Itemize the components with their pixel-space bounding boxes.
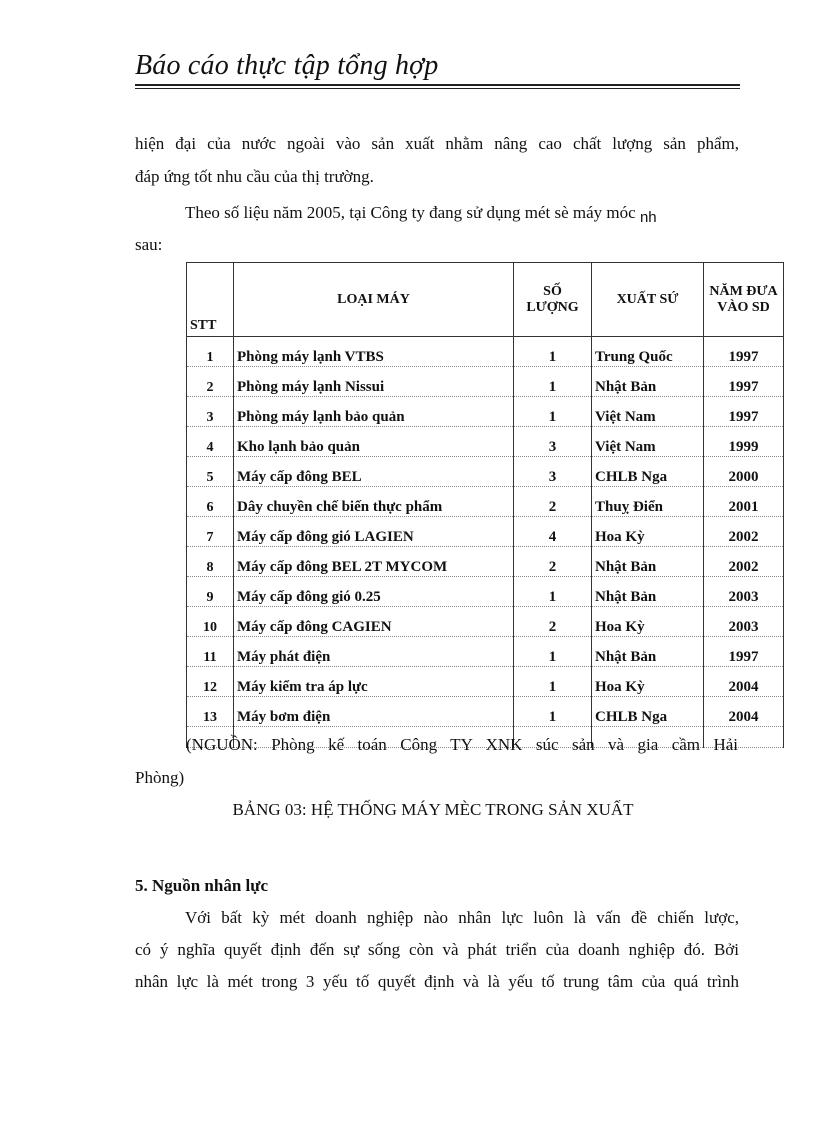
row-so-luong: 3 bbox=[514, 457, 592, 487]
row-nam: 2002 bbox=[704, 517, 784, 547]
row-xuat-su: Việt Nam bbox=[592, 427, 704, 457]
header-stt: STT bbox=[187, 263, 234, 337]
source-note-cont: Phòng) bbox=[135, 768, 185, 787]
row-xuat-su: Hoa Kỳ bbox=[592, 517, 704, 547]
header-nam-dua-vao-sd: NĂM ĐƯA VÀO SD bbox=[704, 263, 784, 337]
row-nam: 1997 bbox=[704, 367, 784, 397]
table-row bbox=[187, 457, 784, 487]
header-rule-thin bbox=[135, 88, 740, 89]
row-xuat-su: Việt Nam bbox=[592, 397, 704, 427]
row-loai-may: Phòng máy lạnh VTBS bbox=[234, 337, 514, 367]
row-nam: 1999 bbox=[704, 427, 784, 457]
header-so-luong: SỐ LƯỢNG bbox=[514, 263, 592, 337]
row-so-luong: 4 bbox=[514, 517, 592, 547]
header-loai-may: LOẠI MÁY bbox=[234, 263, 514, 337]
table-row bbox=[187, 427, 784, 457]
row-stt: 13 bbox=[187, 697, 234, 727]
row-so-luong: 1 bbox=[514, 337, 592, 367]
table-row bbox=[187, 607, 784, 637]
row-loai-may: Máy kiểm tra áp lực bbox=[234, 667, 514, 697]
row-loai-may: Máy cấp đông BEL bbox=[234, 457, 514, 487]
intro-line-4: sau: bbox=[135, 235, 163, 254]
intro-line-3 bbox=[135, 198, 739, 229]
row-nam: 2004 bbox=[704, 697, 784, 727]
row-stt: 2 bbox=[187, 367, 234, 397]
row-so-luong: 1 bbox=[514, 697, 592, 727]
row-so-luong: 3 bbox=[514, 427, 592, 457]
header-rule bbox=[135, 84, 740, 86]
row-so-luong: 2 bbox=[514, 547, 592, 577]
table-row bbox=[187, 577, 784, 607]
row-stt: 12 bbox=[187, 667, 234, 697]
row-stt: 9 bbox=[187, 577, 234, 607]
row-nam: 1997 bbox=[704, 637, 784, 667]
row-stt: 6 bbox=[187, 487, 234, 517]
row-stt: 3 bbox=[187, 397, 234, 427]
row-nam: 1997 bbox=[704, 337, 784, 367]
intro-line-3-text: Theo số liệu năm 2005, tại Công ty đang sử dụng mét sè máy móc bbox=[185, 203, 636, 222]
row-xuat-su: Trung Quốc bbox=[592, 337, 704, 367]
table-row bbox=[187, 337, 784, 367]
section-heading: 5. Nguồn nhân lực bbox=[135, 876, 269, 895]
row-loai-may: Phòng máy lạnh Nissui bbox=[234, 367, 514, 397]
row-stt: 7 bbox=[187, 517, 234, 547]
row-so-luong: 1 bbox=[514, 637, 592, 667]
table-row bbox=[187, 517, 784, 547]
row-nam: 2003 bbox=[704, 577, 784, 607]
row-stt: 8 bbox=[187, 547, 234, 577]
row-nam: 2004 bbox=[704, 667, 784, 697]
section-line-2: có ý nghĩa quyết định đến sự sống còn và phát triển của doanh nghiệp đó. Bởi bbox=[135, 940, 739, 959]
intro-line-3-suffix: nh bbox=[639, 209, 657, 226]
row-so-luong: 1 bbox=[514, 577, 592, 607]
table-row bbox=[187, 667, 784, 697]
row-loai-may: Kho lạnh bảo quản bbox=[234, 427, 514, 457]
table-row bbox=[187, 397, 784, 427]
row-xuat-su: CHLB Nga bbox=[592, 457, 704, 487]
row-stt: 4 bbox=[187, 427, 234, 457]
row-stt: 1 bbox=[187, 337, 234, 367]
row-nam: 2001 bbox=[704, 487, 784, 517]
row-nam: 2002 bbox=[704, 547, 784, 577]
section-line-1: Với bất kỳ mét doanh nghiệp nào nhân lực luôn là vấn đề chiến lược, bbox=[185, 908, 739, 927]
row-xuat-su: Nhật Bản bbox=[592, 637, 704, 667]
table-row bbox=[187, 547, 784, 577]
row-xuat-su: Nhật Bản bbox=[592, 577, 704, 607]
table-caption: BẢNG 03: HỆ THỐNG MÁY MÈC TRONG SẢN XUẤT bbox=[232, 800, 634, 819]
row-xuat-su: Nhật Bản bbox=[592, 547, 704, 577]
row-loai-may: Máy phát điện bbox=[234, 637, 514, 667]
row-loai-may: Máy cấp đông BEL 2T MYCOM bbox=[234, 547, 514, 577]
table-row bbox=[187, 367, 784, 397]
table-row bbox=[187, 487, 784, 517]
row-nam: 2000 bbox=[704, 457, 784, 487]
row-loai-may: Máy cấp đông CAGIEN bbox=[234, 607, 514, 637]
row-so-luong: 2 bbox=[514, 487, 592, 517]
table-row bbox=[187, 637, 784, 667]
section-line-3: nhân lực là mét trong 3 yếu tố quyết định và là yếu tố trung tâm của quá trình bbox=[135, 972, 739, 991]
row-stt: 10 bbox=[187, 607, 234, 637]
row-xuat-su: Nhật Bản bbox=[592, 367, 704, 397]
machine-table-body bbox=[187, 337, 784, 748]
row-xuat-su: Hoa Kỳ bbox=[592, 607, 704, 637]
intro-line-2: đáp ứng tốt nhu cầu của thị trường. bbox=[135, 167, 374, 186]
row-xuat-su: CHLB Nga bbox=[592, 697, 704, 727]
row-stt: 5 bbox=[187, 457, 234, 487]
row-nam: 2003 bbox=[704, 607, 784, 637]
row-loai-may: Máy cấp đông gió LAGIEN bbox=[234, 517, 514, 547]
row-loai-may: Máy bơm điện bbox=[234, 697, 514, 727]
row-nam: 1997 bbox=[704, 397, 784, 427]
row-loai-may: Phòng máy lạnh bảo quản bbox=[234, 397, 514, 427]
page-header-title: Báo cáo thực tập tổng hợp bbox=[135, 50, 439, 81]
row-loai-may: Máy cấp đông gió 0.25 bbox=[234, 577, 514, 607]
intro-line-1: hiện đại của nước ngoài vào sản xuất nhằm nâng cao chất lượng sản phẩm, bbox=[135, 134, 739, 153]
table-row bbox=[187, 697, 784, 727]
row-so-luong: 1 bbox=[514, 367, 592, 397]
row-so-luong: 1 bbox=[514, 667, 592, 697]
row-xuat-su: Thuỵ Điển bbox=[592, 487, 704, 517]
machine-table bbox=[186, 262, 784, 748]
row-so-luong: 1 bbox=[514, 397, 592, 427]
row-loai-may: Dây chuyền chế biến thực phẩm bbox=[234, 487, 514, 517]
header-xuat-su: XUẤT SỨ bbox=[592, 263, 704, 337]
row-so-luong: 2 bbox=[514, 607, 592, 637]
source-note: (NGUỒN: Phòng kế toán Công TY XNK súc sản và gia cầm Hải bbox=[186, 735, 738, 754]
row-xuat-su: Hoa Kỳ bbox=[592, 667, 704, 697]
row-stt: 11 bbox=[187, 637, 234, 667]
